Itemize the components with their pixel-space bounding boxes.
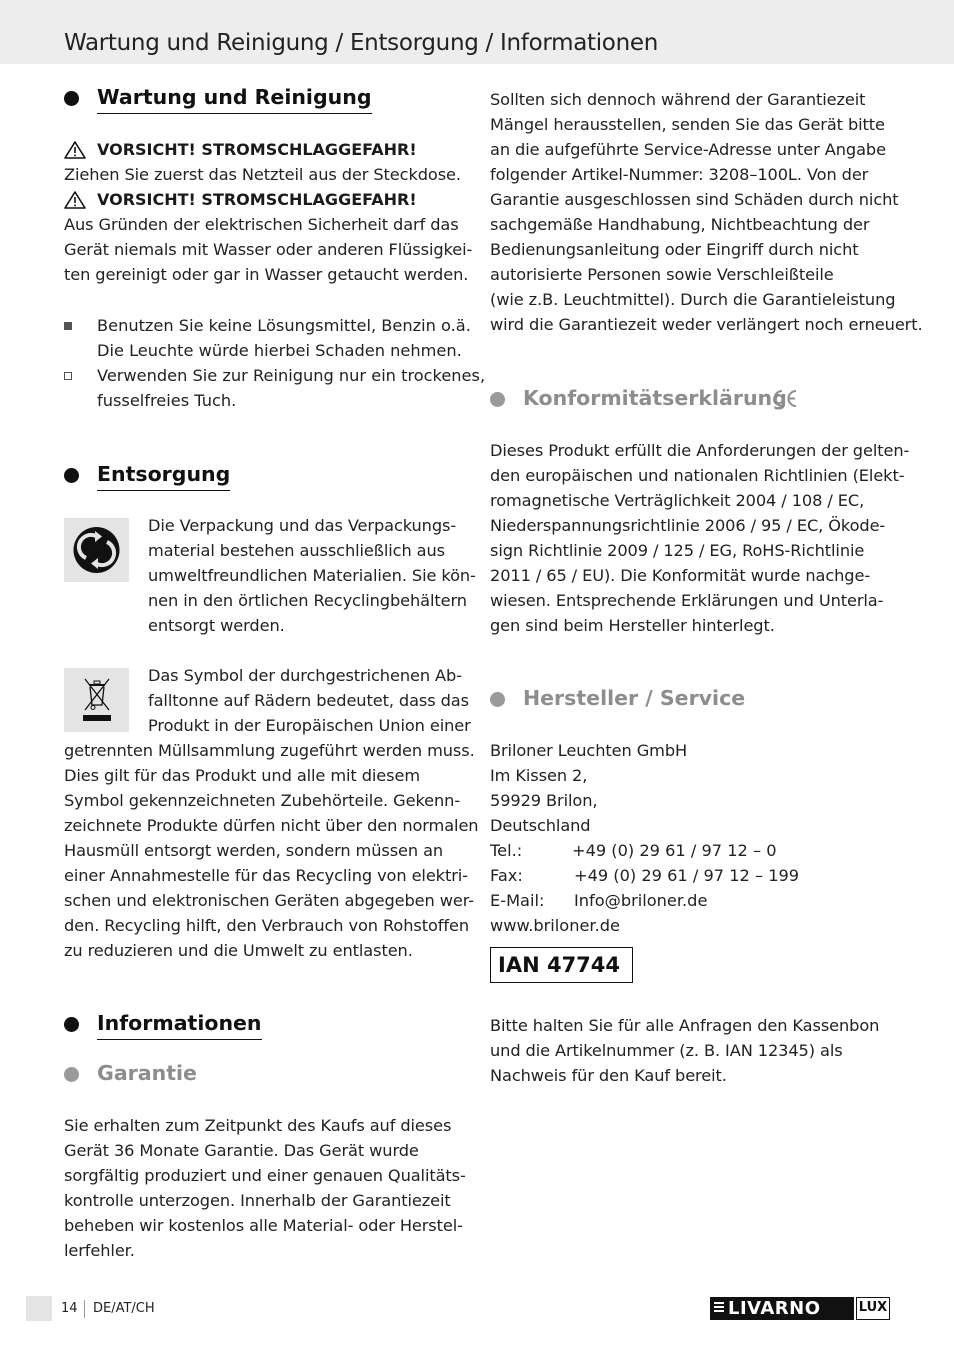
brand-stripes-icon (714, 1302, 724, 1315)
ce-mark-icon (772, 389, 798, 408)
bullet-icon (490, 692, 505, 707)
brand-name: LIVARNO (728, 1298, 821, 1319)
warning-body-1: Ziehen Sie zuerst das Netzteil aus der Steckdose. (64, 165, 461, 184)
garantie-paragraph: Sie erhalten zum Zeitpunkt des Kaufs auf dieses Gerät 36 Monate Garantie. Das Gerät wurde sorgfältig produziert und einer genauen Qualitäts- kontrolle unterzogen. Innerhalb der Garantiezeit beheben wir kostenlos alle Material- oder Herstel- lerfehler. (64, 1116, 466, 1260)
page-number: 14 (61, 1301, 78, 1316)
brand-suffix: LUX (856, 1297, 890, 1320)
green-dot-recycling-icon (64, 518, 129, 582)
square-bullet-icon (64, 322, 72, 330)
ian-number: IAN 47744 (498, 953, 621, 977)
recycling-paragraph: Die Verpackung und das Verpackungs- material bestehen ausschließlich aus umweltfreundlichen Materialien. Sie kön- nen in den örtlichen Recyclingbehältern entsorgt werden. (148, 516, 476, 635)
heading-entsorgung-text: Entsorgung (97, 461, 230, 491)
garantie-continued-paragraph: Sollten sich dennoch während der Garantiezeit Mängel herausstellen, senden Sie das Gerät bitte an die aufgeführte Service-Adresse unter Angabe folgender Artikel-Nummer: 3208–100L. Von der Garantie ausgeschlossen sind Schäden durch nicht sachgemäße Handhabung, Nichtbeachtung der Bedienungsanleitung oder Eingriff durch nicht autorisierte Personen sowie Verschleißteile (wie z.B. Leuchtmittel). Durch die Garantieleistung wird die Garantiezeit weder verlängert noch erneuert. (490, 90, 923, 334)
brand-logo (710, 1297, 890, 1320)
region-label: DE/AT/CH (93, 1301, 155, 1316)
heading-wartung-text: Wartung und Reinigung (97, 84, 372, 114)
email-link[interactable]: Info@briloner.de (574, 891, 708, 910)
warning-body-2: Aus Gründen der elektrischen Sicherheit darf das Gerät niemals mit Wasser oder anderen Flüssigkei- ten gereinigt oder gar in Wasser getaucht werden. (64, 215, 473, 284)
bullet-icon (64, 1067, 79, 1082)
crossed-out-wheelie-bin-icon (64, 668, 129, 732)
warning-text-2: VORSICHT! STROMSCHLAGGEFAHR! (97, 190, 417, 209)
heading-informationen-text: Informationen (97, 1010, 262, 1040)
footer-divider (84, 1300, 85, 1318)
square-bullet-outline-icon (64, 372, 72, 380)
ian-box (490, 947, 633, 983)
warning-text-1: VORSICHT! STROMSCHLAGGEFAHR! (97, 140, 417, 159)
manufacturer-address: Briloner Leuchten GmbH Im Kissen 2, 59929 Brilon, Deutschland (490, 741, 688, 835)
bullet-icon (64, 91, 79, 106)
weee-paragraph-indented: Das Symbol der durchgestrichenen Ab- falltonne auf Rädern bedeutet, dass das Produkt in der Europäischen Union einer (148, 666, 471, 735)
heading-konformitaet-text: Konformitätserklärung (523, 386, 787, 410)
page-title: Wartung und Reinigung / Entsorgung / Informationen (64, 30, 658, 56)
footer-page-marker (26, 1296, 52, 1321)
konformitaet-paragraph: Dieses Produkt erfüllt die Anforderungen der gelten- den europäischen und nationalen Richtlinien (Elekt- romagnetische Verträglichkeit 2004 / 108 / EC, Niederspannungsrichtlinie 2006 / 95 / EC, Ökode- sign Richtlinie 2009 / 125 / EG, RoHS-Richtlinie 2011 / 65 / EU). Die Konformität wurde nachge- wiesen. Entsprechende Erklärungen und Unterla- gen sind beim Hersteller hinterlegt. (490, 441, 910, 635)
heading-garantie-text: Garantie (97, 1061, 197, 1085)
warning-triangle-icon (64, 191, 86, 209)
brand-logo-main (710, 1297, 854, 1320)
bullet-icon (64, 1017, 79, 1032)
receipt-note: Bitte halten Sie für alle Anfragen den Kassenbon und die Artikelnummer (z. B. IAN 12345) als Nachweis für den Kauf bereit. (490, 1016, 880, 1085)
heading-hersteller-text: Hersteller / Service (523, 686, 746, 710)
weee-paragraph: getrennten Müllsammlung zugeführt werden muss. Dies gilt für das Produkt und alle mit diesem Symbol gekennzeichneten Zubehörteile. Gekenn- zeichnete Produkte dürfen nicht über den normalen Hausmüll entsorgt werden, sondern müssen an einer Annahmestelle für das Recycling von elektri- schen und elektronischen Geräten abgegeben wer- den. Recycling hilft, den Verbrauch von Rohstoffen zu reduzieren und die Umwelt zu entlasten. (64, 741, 479, 960)
warning-triangle-icon (64, 141, 86, 159)
bullet-icon (490, 392, 505, 407)
bullet-icon (64, 468, 79, 483)
